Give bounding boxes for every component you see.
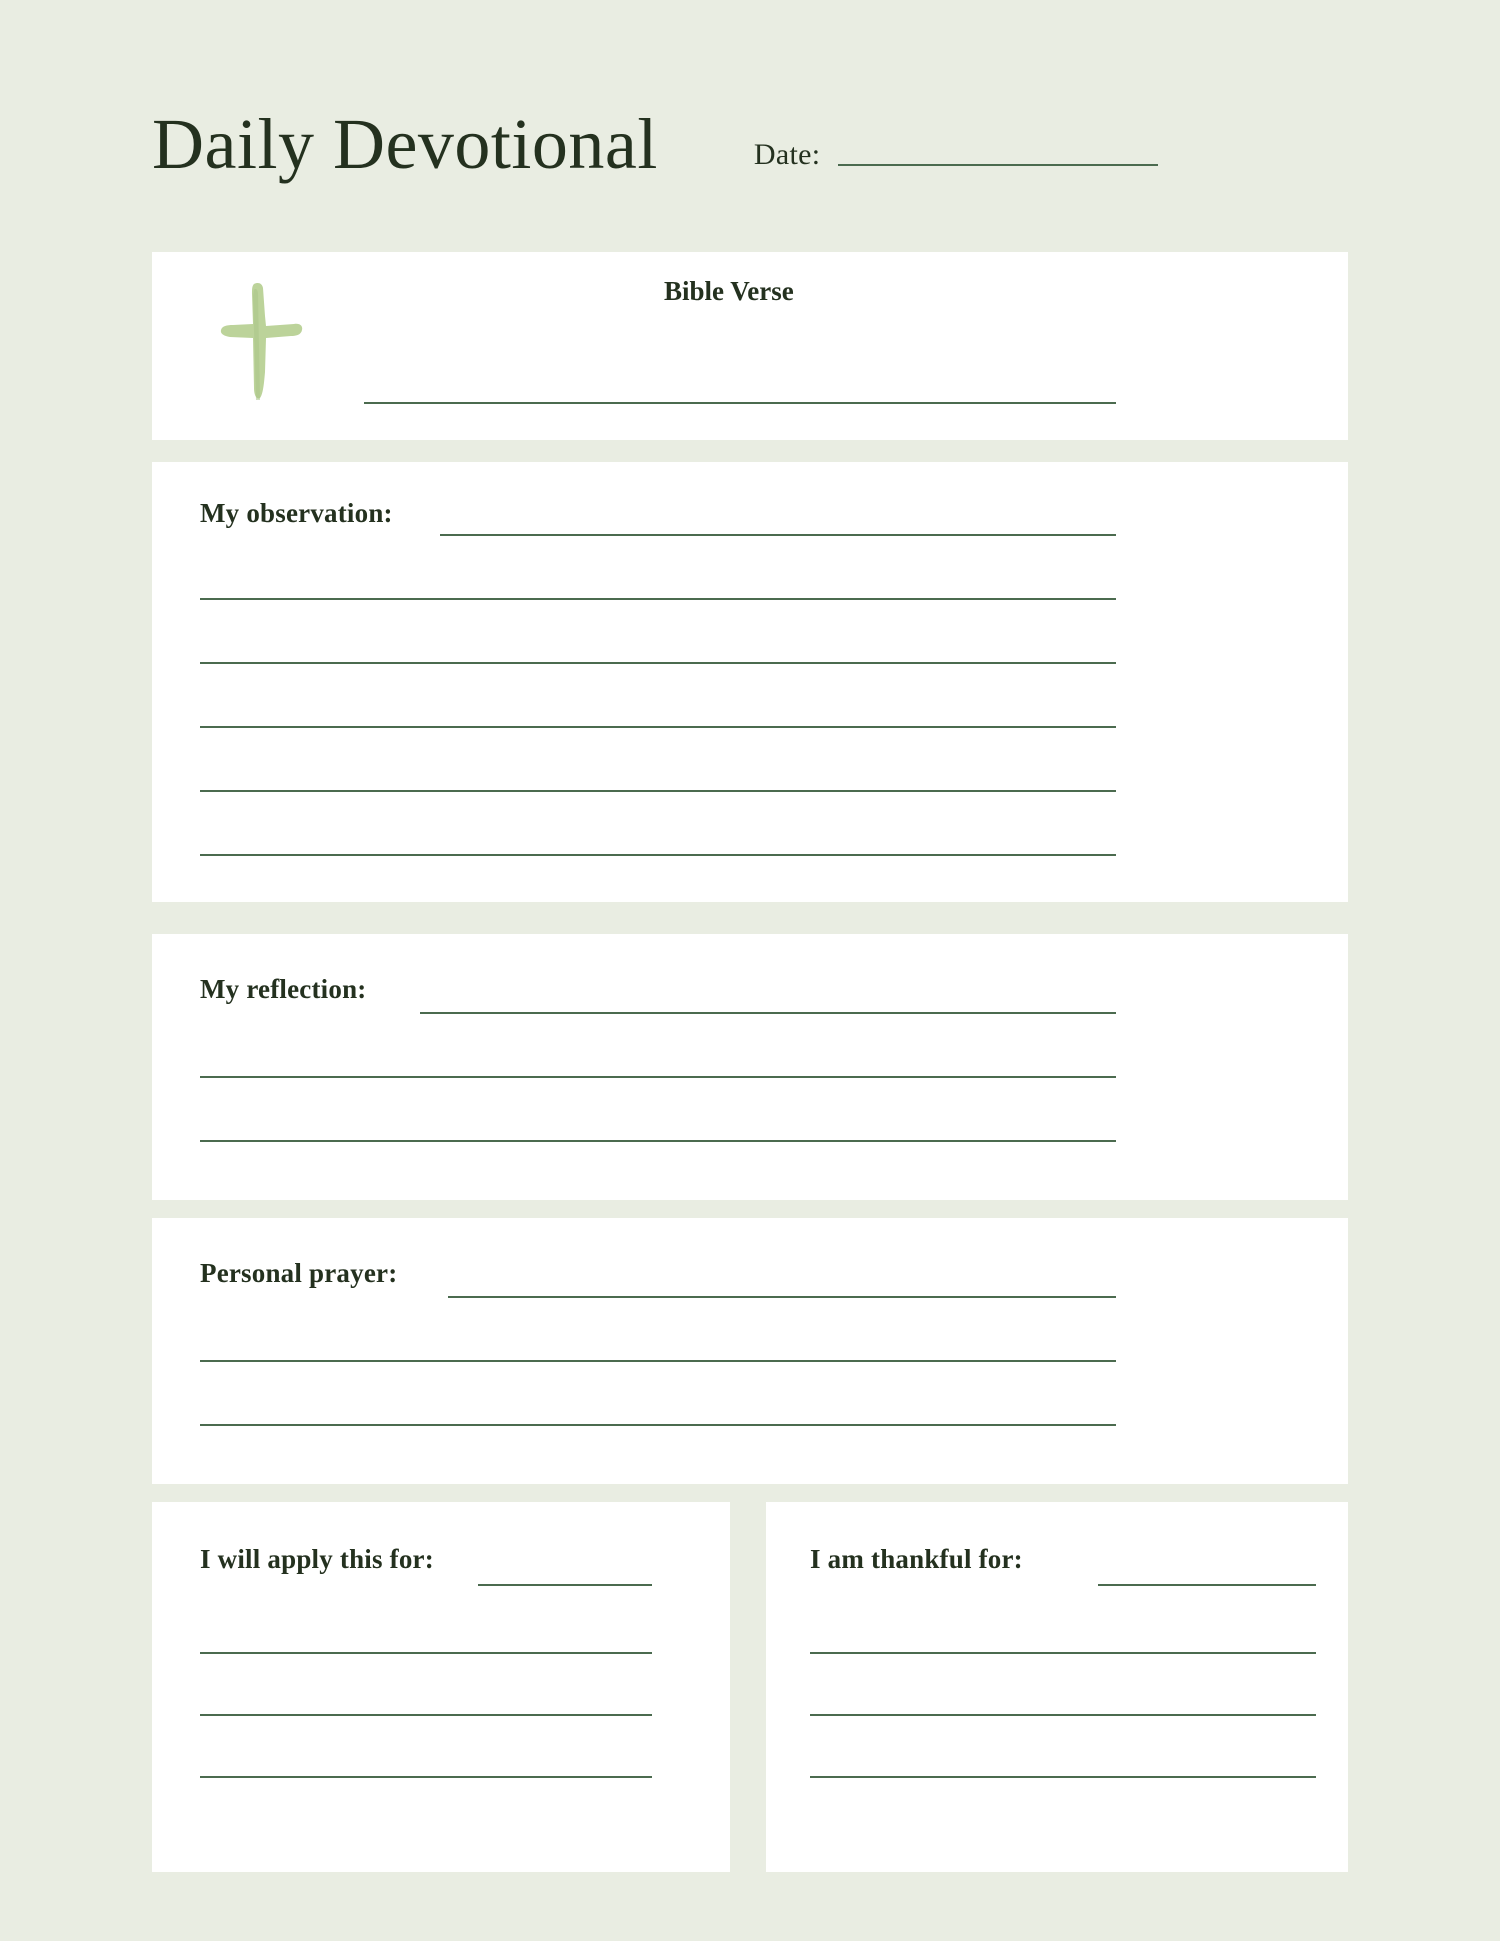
observation-line-6[interactable] (200, 854, 1116, 856)
prayer-label: Personal prayer: (200, 1258, 398, 1288)
observation-line-4[interactable] (200, 726, 1116, 728)
prayer-line-3[interactable] (200, 1424, 1116, 1426)
apply-line-2[interactable] (200, 1652, 652, 1654)
reflection-line-1[interactable] (420, 1012, 1116, 1014)
reflection-label: My reflection: (200, 974, 367, 1004)
observation-line-2[interactable] (200, 598, 1116, 600)
verse-line-1[interactable] (364, 402, 1116, 404)
prayer-card (152, 1218, 1348, 1484)
page-title: Daily Devotional (152, 104, 658, 184)
bible-verse-title: Bible Verse (664, 276, 794, 306)
date-input-line[interactable] (838, 164, 1158, 166)
apply-card (152, 1502, 730, 1872)
observation-line-1[interactable] (440, 534, 1116, 536)
date-label: Date: (753, 138, 821, 171)
apply-line-4[interactable] (200, 1776, 652, 1778)
apply-line-1[interactable] (478, 1584, 652, 1586)
cross-icon (208, 280, 318, 400)
bible-verse-card (152, 252, 1348, 440)
observation-label: My observation: (200, 498, 393, 528)
thankful-line-1[interactable] (1098, 1584, 1316, 1586)
apply-label: I will apply this for: (200, 1544, 434, 1574)
prayer-line-2[interactable] (200, 1360, 1116, 1362)
thankful-line-3[interactable] (810, 1714, 1316, 1716)
prayer-line-1[interactable] (448, 1296, 1116, 1298)
page-header (152, 90, 1348, 184)
thankful-card (766, 1502, 1348, 1872)
thankful-label: I am thankful for: (810, 1544, 1023, 1574)
thankful-line-2[interactable] (810, 1652, 1316, 1654)
date-field-group (754, 138, 1158, 180)
thankful-line-4[interactable] (810, 1776, 1316, 1778)
reflection-line-2[interactable] (200, 1076, 1116, 1078)
reflection-card (152, 934, 1348, 1200)
reflection-line-3[interactable] (200, 1140, 1116, 1142)
observation-card (152, 462, 1348, 902)
observation-line-5[interactable] (200, 790, 1116, 792)
apply-line-3[interactable] (200, 1714, 652, 1716)
observation-line-3[interactable] (200, 662, 1116, 664)
